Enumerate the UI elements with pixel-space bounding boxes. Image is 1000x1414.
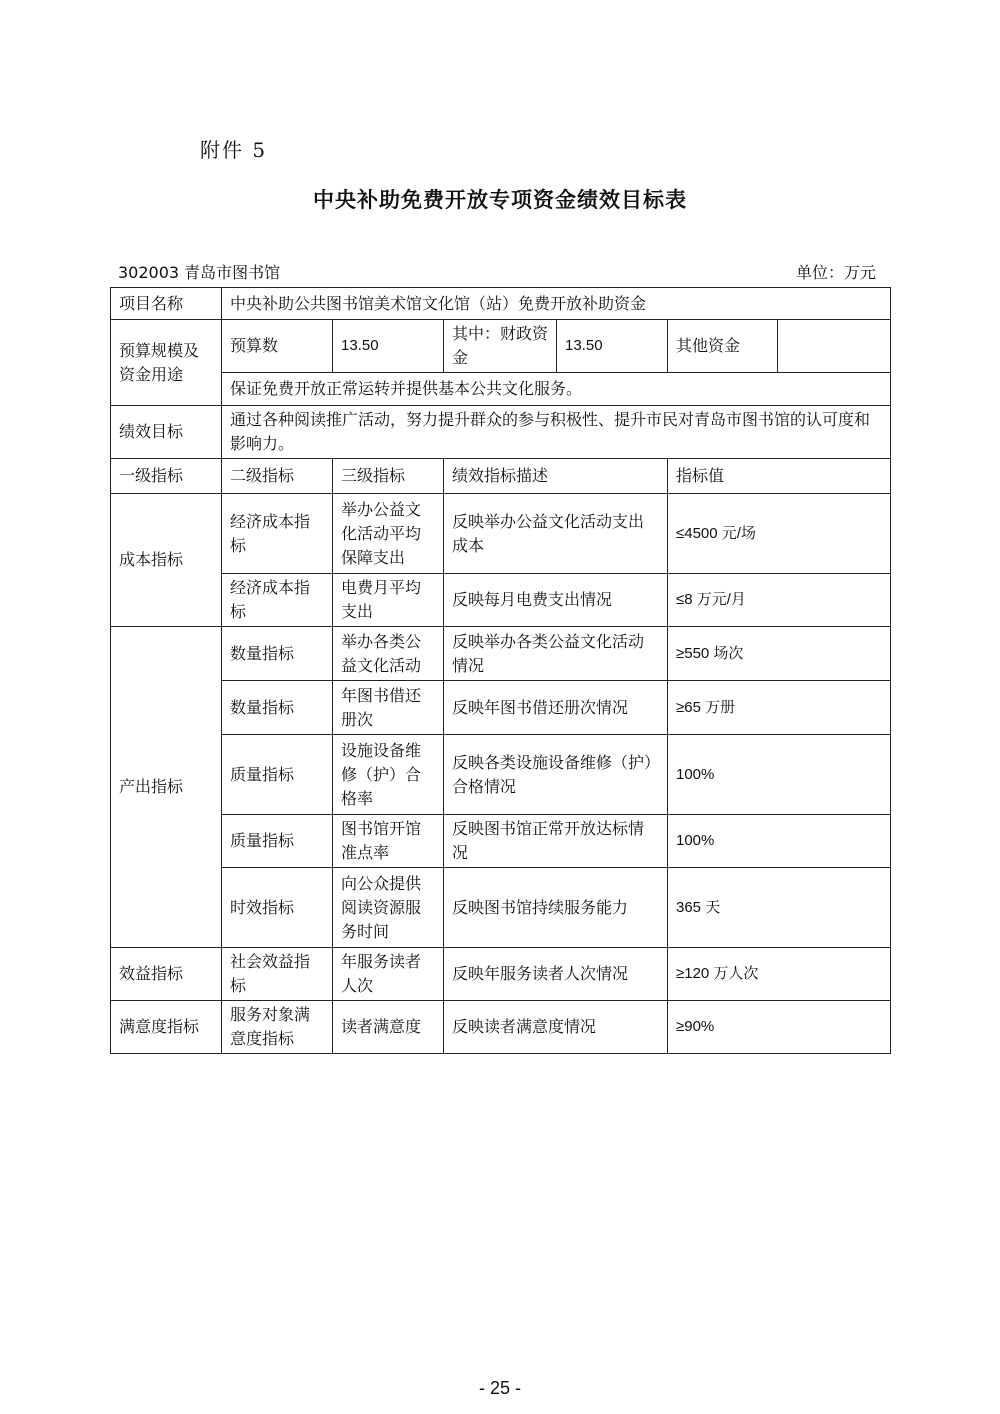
level3-cell: 举办公益文化活动平均保障支出 [333, 494, 444, 574]
table-row [111, 868, 891, 948]
project-label: 项目名称 [111, 288, 222, 320]
finance-value: 13.50 [557, 320, 668, 373]
unit-label: 单位：万元 [795, 263, 876, 282]
level2-cell: 数量指标 [222, 627, 333, 681]
value-cell: 100% [668, 815, 891, 868]
other-funds-value [778, 320, 891, 373]
finance-label: 其中：财政资金 [444, 320, 557, 373]
header-level2: 二级指标 [222, 459, 333, 494]
table-row [111, 948, 891, 1001]
table-row [111, 1001, 891, 1054]
page-number: - 25 - [478, 1378, 521, 1398]
value-cell: 100% [668, 735, 891, 815]
description-cell: 反映图书馆持续服务能力 [444, 868, 668, 948]
value-cell: 365 天 [668, 868, 891, 948]
level2-cell: 质量指标 [222, 735, 333, 815]
level3-cell: 年服务读者人次 [333, 948, 444, 1001]
group-output: 产出指标 [111, 627, 222, 948]
header-value: 指标值 [668, 459, 891, 494]
budget-label: 预算规模及资金用途 [111, 320, 222, 406]
value-cell: ≥65 万册 [668, 681, 891, 735]
header-description: 绩效指标描述 [444, 459, 668, 494]
description-cell: 反映图书馆正常开放达标情况 [444, 815, 668, 868]
goal-row [111, 406, 891, 459]
organization-label: 302003 青岛市图书馆 [118, 263, 281, 282]
value-cell: ≥90% [668, 1001, 891, 1054]
level2-cell: 质量指标 [222, 815, 333, 868]
level3-cell: 电费月平均支出 [333, 574, 444, 627]
value-cell: ≤4500 元/场 [668, 494, 891, 574]
table-row [111, 815, 891, 868]
description-cell: 反映举办公益文化活动支出成本 [444, 494, 668, 574]
description-cell: 反映读者满意度情况 [444, 1001, 668, 1054]
level2-cell: 数量指标 [222, 681, 333, 735]
level3-cell: 设施设备维修（护）合格率 [333, 735, 444, 815]
level2-cell: 经济成本指标 [222, 574, 333, 627]
group-cost: 成本指标 [111, 494, 222, 627]
level3-cell: 向公众提供阅读资源服务时间 [333, 868, 444, 948]
level2-cell: 服务对象满意度指标 [222, 1001, 333, 1054]
fund-usage: 保证免费开放正常运转并提供基本公共文化服务。 [222, 373, 891, 406]
budget-count-label: 预算数 [222, 320, 333, 373]
usage-row [111, 373, 891, 406]
group-benefit: 效益指标 [111, 948, 222, 1001]
level2-cell: 经济成本指标 [222, 494, 333, 574]
table-row [111, 494, 891, 574]
group-satisfaction: 满意度指标 [111, 1001, 222, 1054]
description-cell: 反映每月电费支出情况 [444, 574, 668, 627]
other-funds-label: 其他资金 [668, 320, 778, 373]
table-row [111, 627, 891, 681]
header-level1: 一级指标 [111, 459, 222, 494]
level2-cell: 社会效益指标 [222, 948, 333, 1001]
description-cell: 反映年图书借还册次情况 [444, 681, 668, 735]
goal-label: 绩效目标 [111, 406, 222, 459]
table-row [111, 735, 891, 815]
level2-cell: 时效指标 [222, 868, 333, 948]
header-row [111, 459, 891, 494]
project-value: 中央补助公共图书馆美术馆文化馆（站）免费开放补助资金 [222, 288, 891, 320]
header-level3: 三级指标 [333, 459, 444, 494]
budget-count-value: 13.50 [333, 320, 444, 373]
level3-cell: 年图书借还册次 [333, 681, 444, 735]
goal-value: 通过各种阅读推广活动，努力提升群众的参与积极性、提升市民对青岛市图书馆的认可度和影响力。 [222, 406, 891, 459]
project-row [111, 288, 891, 320]
description-cell: 反映年服务读者人次情况 [444, 948, 668, 1001]
level3-cell: 读者满意度 [333, 1001, 444, 1054]
description-cell: 反映举办各类公益文化活动情况 [444, 627, 668, 681]
value-cell: ≥550 场次 [668, 627, 891, 681]
level3-cell: 图书馆开馆准点率 [333, 815, 444, 868]
table-row [111, 574, 891, 627]
table-row [111, 681, 891, 735]
budget-row [111, 320, 891, 373]
description-cell: 反映各类设施设备维修（护）合格情况 [444, 735, 668, 815]
page-title: 中央补助免费开放专项资金绩效目标表 [313, 188, 687, 212]
level3-cell: 举办各类公益文化活动 [333, 627, 444, 681]
attachment-label: 附件 5 [200, 138, 268, 162]
value-cell: ≥120 万人次 [668, 948, 891, 1001]
performance-table [110, 287, 891, 1054]
value-cell: ≤8 万元/月 [668, 574, 891, 627]
